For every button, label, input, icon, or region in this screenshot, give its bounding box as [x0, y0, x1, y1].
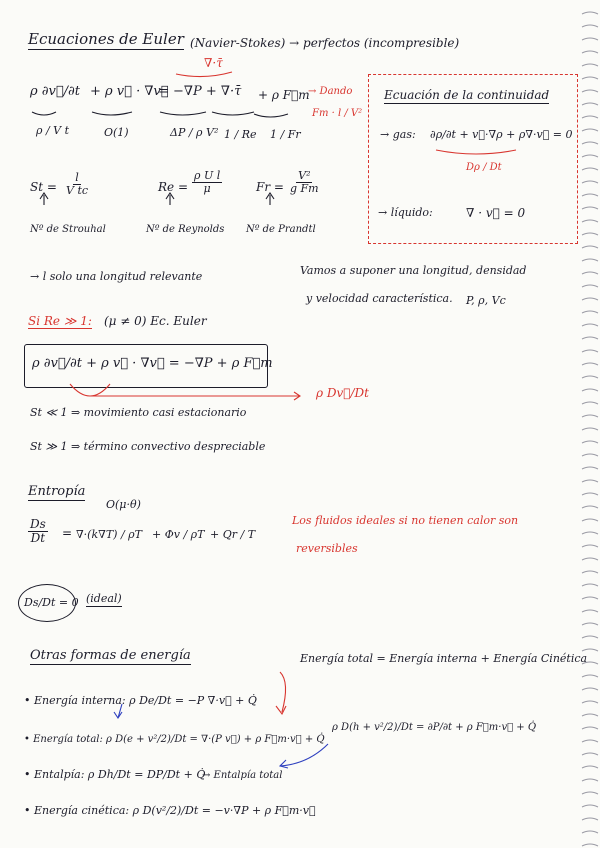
underbrace-3 — [160, 112, 206, 115]
isentropic-condition: Ds/Dt = 0 — [24, 596, 79, 609]
arrow-up-re — [166, 193, 174, 205]
underbrace-5 — [254, 114, 288, 117]
arrow-up-st — [40, 193, 48, 205]
gas-equation: ∂ρ/∂t + v⃗·∇ρ + ρ∇·v⃗ = 0 — [430, 128, 573, 141]
total-energy-alt-eq: ρ D(h + v²/2)/Dt = ∂P/∂t + ρ F⃗m·v⃗ + Q̇ — [332, 722, 537, 733]
strouhal-small-case: St ≪ 1 ⇒ movimiento casi estacionario — [30, 406, 247, 419]
strouhal-name: Nº de Strouhal — [30, 224, 106, 235]
entropy-red-note-2: reversibles — [296, 542, 358, 555]
entropy-lhs-den: Dt — [30, 531, 46, 546]
eq-term-unsteady: ρ ∂v⃗/∂t — [30, 84, 80, 99]
underbrace-2 — [92, 112, 132, 115]
arrow-up-fr — [266, 193, 274, 205]
order-term-4: 1 / Re — [224, 128, 257, 141]
underbrace-4 — [212, 112, 254, 115]
high-re-heading-text: Si Re ≫ 1: — [28, 314, 92, 328]
body-force-note: → Dando — [308, 86, 353, 97]
note-suppose-2: y velocidad característica. — [306, 292, 453, 305]
fr-denominator: g Fm — [290, 182, 319, 196]
strouhal-large-case: St ≫ 1 ⇒ término convectivo despreciable — [30, 440, 266, 453]
energy-heading: Otras formas de energía — [30, 648, 191, 663]
blue-arrow-internal — [114, 704, 122, 718]
enthalpy-eq: • Entalpía: ρ Dh/Dt = DP/Dt + Q̇ — [24, 768, 206, 781]
entropy-term-conduction: ∇·(k∇T) / ρT — [76, 528, 142, 541]
body-force-note-2: Fm · l / V² — [312, 108, 363, 119]
material-derivative-result: ρ Dv⃗/Dt — [316, 386, 369, 400]
note-suppose-3: P, ρ, Vc — [466, 294, 506, 307]
st-denominator: V tc — [66, 184, 89, 198]
fr-numerator: V² — [298, 169, 311, 182]
entropy-term-dissipation: + Φv / ρT — [152, 528, 205, 541]
st-numerator: l — [75, 171, 79, 184]
re-denominator: μ — [203, 182, 211, 196]
red-arrow-head — [276, 706, 286, 714]
eq-rhs: = −∇P + ∇·τ̄ — [158, 84, 242, 99]
enthalpy-total-note: → Entalpía total — [202, 770, 283, 781]
red-brace-gas — [436, 150, 516, 154]
internal-energy-eq: • Energía interna: ρ De/Dt = −P ∇·v⃗ + Q̇ — [24, 694, 257, 707]
title-note: (Navier-Stokes) → perfectos (incompresible) — [190, 36, 460, 50]
order-term-5: 1 / Fr — [270, 128, 301, 141]
reynolds-name: Nº de Reynolds — [146, 224, 225, 235]
order-term-2: O(1) — [104, 126, 129, 139]
entropy-term-radiation: + Qr / T — [210, 528, 256, 541]
liquid-equation: ∇ · v⃗ = 0 — [466, 206, 526, 220]
re-label: Re = — [158, 180, 189, 194]
viscous-term-above: ∇·τ̄ — [204, 56, 223, 70]
euler-boxed-equation: ρ ∂v⃗/∂t + ρ v⃗ · ∇v⃗ = −∇P + ρ F⃗m — [32, 356, 273, 371]
entropy-heading: Entropía — [28, 484, 86, 499]
eq-body-force: + ρ F⃗m — [258, 88, 310, 102]
ideal-label: (ideal) — [86, 592, 122, 605]
order-term-1: ρ / V t — [36, 124, 70, 137]
underbrace-1 — [32, 112, 56, 115]
page-title: Ecuaciones de Euler — [28, 30, 184, 48]
high-re-heading-2: (μ ≠ 0) Ec. Euler — [104, 314, 207, 328]
kinetic-energy-eq: • Energía cinética: ρ D(v²/2)/Dt = −v·∇P + ρ F⃗m·v⃗ — [24, 804, 316, 817]
st-label: St = — [30, 180, 57, 194]
eq-term-convective: + ρ v⃗ · ∇v⃗ — [90, 84, 169, 99]
entropy-red-note-1: Los fluidos ideales si no tienen calor son — [292, 514, 519, 527]
gas-material-derivative: Dρ / Dt — [466, 162, 502, 173]
red-arrow-total — [280, 672, 286, 712]
prandtl-name: Nº de Prandtl — [246, 224, 316, 235]
blue-arrow-enthalpy — [280, 744, 328, 768]
red-brace-box — [70, 384, 110, 396]
gas-label: → gas: — [380, 128, 416, 141]
total-energy-eq: • Energía total: ρ D(e + v²/2)/Dt = ∇·(P v⃗) + ρ F⃗m·v⃗ + Q̇ — [24, 734, 325, 745]
entropy-lhs-num: Ds — [30, 517, 46, 531]
order-term-3: ΔP / ρ V² — [170, 126, 219, 139]
total-energy-note: Energía total = Energía interna + Energía Cinética — [300, 652, 588, 665]
entropy-equals: = — [62, 526, 73, 540]
continuity-title: Ecuación de la continuidad — [384, 88, 550, 102]
red-arrow-result — [90, 392, 300, 400]
entropy-order-above: O(μ·θ) — [106, 498, 141, 511]
liquid-label: → líquido: — [378, 206, 433, 219]
fr-label: Fr = — [256, 180, 284, 194]
re-numerator: ρ U l — [194, 169, 221, 182]
note-single-length: → l solo una longitud relevante — [30, 270, 203, 283]
red-brace-top — [176, 72, 232, 77]
note-suppose-1: Vamos a suponer una longitud, densidad — [300, 264, 527, 277]
